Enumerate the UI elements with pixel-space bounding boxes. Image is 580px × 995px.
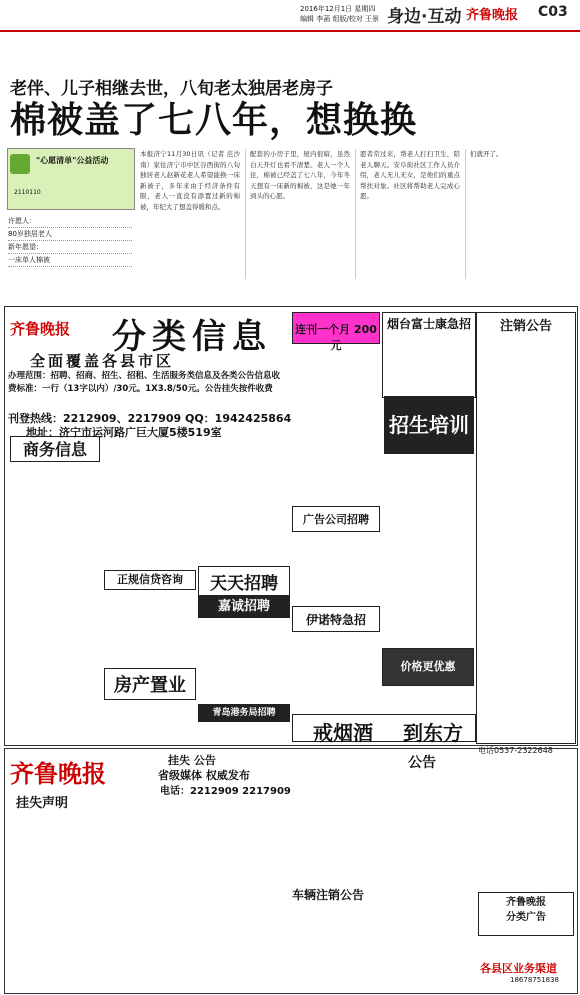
tiantian-title: 天天招聘	[210, 574, 278, 594]
campaign-number: 2110110	[14, 189, 41, 196]
lu-news-title: 齐鲁晚报	[506, 897, 546, 908]
yantai-title: 烟台富士康急招	[386, 317, 471, 331]
column-divider	[355, 149, 356, 279]
classifieds-logo: 齐鲁晚报	[10, 320, 71, 338]
section-title: 身边·互动	[387, 7, 462, 27]
lu-news-ad	[478, 892, 574, 936]
column-divider	[245, 149, 246, 279]
bottom-logo: 齐鲁晚报	[10, 759, 106, 788]
wisher-label: 许愿人：	[8, 215, 132, 228]
county-channel: 各县区业务渠道	[480, 962, 557, 975]
article-headline: 棉被盖了七八年，想换换	[10, 100, 418, 141]
training-ad-title: 招生培训	[389, 413, 469, 437]
classifieds-subtitle: 全面覆盖各县市区	[30, 352, 175, 370]
lost-statement-title: 挂失声明	[16, 796, 69, 811]
jiacheng-title: 嘉诚招聘	[217, 599, 270, 614]
newspaper-logo: 齐鲁晚报	[466, 8, 519, 23]
qingdao-title: 青岛港务局招聘	[212, 708, 276, 718]
page-number: C03	[538, 4, 568, 20]
article-column-4: 们就开了。	[470, 150, 503, 158]
ad-company-ad	[292, 506, 380, 532]
classified-ad-title: 分类广告	[506, 912, 546, 923]
column-divider	[465, 149, 466, 279]
classifieds-phone: 刊登热线：2212909、2217909 QQ：1942425864	[8, 412, 292, 425]
tiantian-ad	[198, 566, 290, 596]
east-phone: 电话0537-2322648	[478, 746, 553, 755]
campaign-tag: "心愿清单"公益活动	[36, 156, 109, 165]
wish-value: 一床单人棉被	[8, 254, 132, 267]
training-ad	[384, 396, 474, 454]
notice-heading: 公告	[408, 755, 436, 771]
lost-notice-phones: 电话：2212909 2217909	[160, 786, 291, 797]
article-kicker: 老伴、儿子相继去世，八旬老太独居老房子	[10, 79, 333, 99]
real-estate-block	[104, 668, 196, 700]
campaign-logo-icon	[10, 154, 30, 174]
lost-notice-title: 挂失 公告	[168, 754, 216, 767]
to-east-title: 到东方	[403, 721, 463, 745]
classifieds-pricing: 办理范围：招聘、招商、招生、招租、生活服务类信息及各类公告信息收费标准：一行（13字以内）/30元。1X3.8/50元。公告挂失按件收费	[8, 371, 281, 394]
article-column-1: 本报济宁11月30日讯（记者 范沙南）家住济宁市中区谷西街的八旬独居老人赵新花老人希望能换一床新被子，多年来由于经济条件有限，老人一直没有添置过新的棉被，年纪大了想盖得暖和点。	[140, 150, 240, 211]
yixun-ad	[292, 606, 380, 632]
recruit-price-ad	[292, 312, 380, 352]
loan-ad	[104, 570, 196, 590]
business-info-title: 商务信息	[22, 440, 87, 459]
article-column-2: 配套的小房子里，屋内很暗，虽然白天开灯也看不清楚。老人一个人住，棉被已经盖了七八年，今年冬天想有一床新的棉被，这是她一年到头的心愿。	[250, 150, 350, 200]
real-estate-title: 房产置业	[114, 675, 186, 696]
classifieds-address: 地址：济宁市运河路广巨大厦5楼519室	[26, 426, 222, 439]
staff-credits: 编辑 李菡 组版/校对 王景	[300, 15, 380, 23]
publish-date: 2016年12月1日 星期四	[300, 5, 376, 13]
price-ad	[382, 648, 474, 686]
business-info-block	[10, 436, 100, 462]
quit-smoking-title: 戒烟酒	[313, 721, 373, 745]
wish-label: 新年愿望：	[8, 241, 132, 254]
quit-smoking-ad	[292, 714, 476, 745]
yantai-ad	[382, 312, 476, 398]
notice-title: 注销公告	[499, 319, 552, 334]
vehicle-notice-title: 车辆注销公告	[292, 888, 365, 902]
recruit-price-text: 连刊一个月 200元	[295, 323, 377, 352]
article-column-3: 愿者常过来，帮老人打扫卫生，陪老人聊天。安阜街社区工作人员介绍，老人无儿无女，是他们的重点帮扶对象。社区将帮助老人完成心愿。	[360, 150, 460, 200]
jiacheng-ad	[198, 596, 290, 618]
county-hotline: 18678751838	[510, 976, 559, 984]
ad-company-title: 广告公司招聘	[303, 513, 369, 526]
notice-column	[476, 312, 576, 744]
loan-title: 正规信贷咨询	[117, 573, 183, 586]
media-tagline: 省级媒体 权威发布	[158, 769, 250, 782]
wisher-value: 80岁独居老人	[8, 228, 132, 241]
yixun-title: 伊诺特急招	[305, 613, 366, 627]
classifieds-title: 分类信息	[112, 317, 272, 357]
price-ad-title: 价格更优惠	[400, 660, 456, 673]
qingdao-ad	[198, 704, 290, 722]
wish-info	[8, 215, 132, 267]
header-divider	[0, 30, 580, 32]
